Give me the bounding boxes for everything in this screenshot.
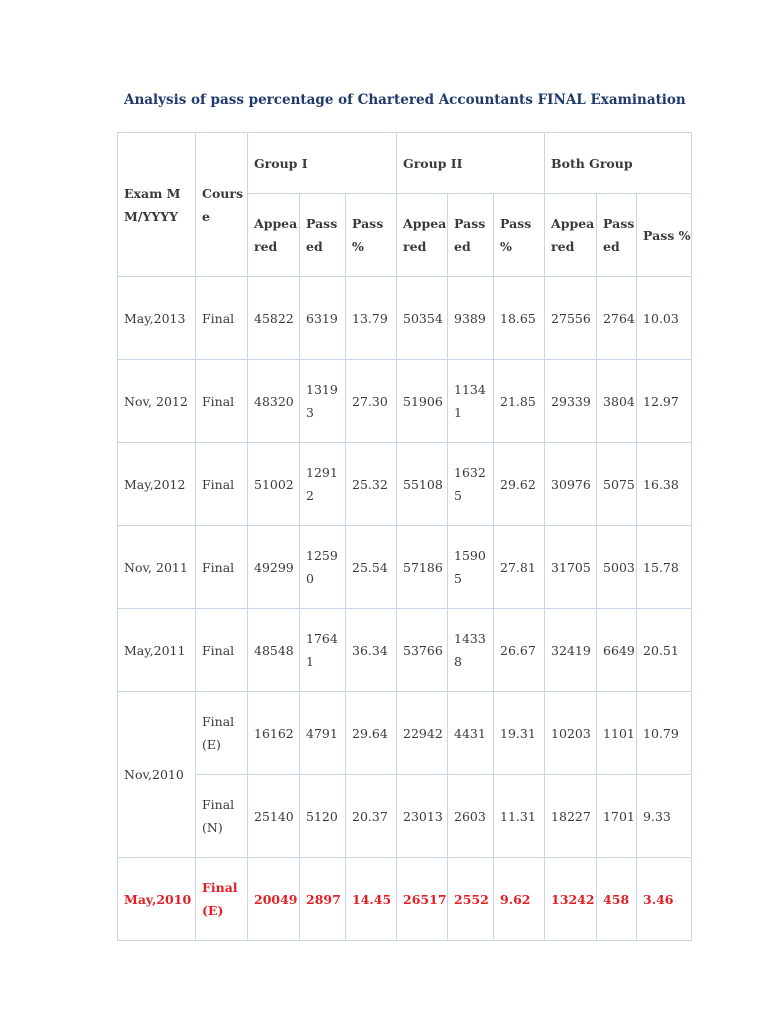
- table-row: [118, 609, 692, 692]
- value-cell: 22942: [397, 692, 448, 775]
- value-cell: 11341: [448, 360, 494, 443]
- exam-cell: Nov, 2012: [118, 360, 196, 443]
- subheader-pass-percent: Pass %: [494, 194, 545, 277]
- value-cell: 5003: [597, 526, 637, 609]
- subheader-passed: Passed: [597, 194, 637, 277]
- header-group-2: Group II: [397, 133, 545, 194]
- exam-cell: May,2013: [118, 277, 196, 360]
- value-cell: 12.97: [637, 360, 692, 443]
- subheader-passed: Passed: [300, 194, 346, 277]
- value-cell: 16.38: [637, 443, 692, 526]
- subheader-appeared: Appeared: [248, 194, 300, 277]
- value-cell: 36.34: [346, 609, 397, 692]
- value-cell: 18227: [545, 775, 597, 858]
- value-cell: 14338: [448, 609, 494, 692]
- value-cell: 17641: [300, 609, 346, 692]
- value-cell: 45822: [248, 277, 300, 360]
- header-both-group: Both Group: [545, 133, 692, 194]
- value-cell: 53766: [397, 609, 448, 692]
- value-cell: 458: [597, 858, 637, 941]
- value-cell: 12590: [300, 526, 346, 609]
- course-cell: Final: [196, 443, 248, 526]
- value-cell: 30976: [545, 443, 597, 526]
- value-cell: 11.31: [494, 775, 545, 858]
- value-cell: 16162: [248, 692, 300, 775]
- course-cell: Final (E): [196, 858, 248, 941]
- value-cell: 50354: [397, 277, 448, 360]
- value-cell: 1701: [597, 775, 637, 858]
- value-cell: 4431: [448, 692, 494, 775]
- value-cell: 20.51: [637, 609, 692, 692]
- subheader-appeared: Appeared: [545, 194, 597, 277]
- table-row: [118, 775, 692, 858]
- exam-cell: Nov, 2011: [118, 526, 196, 609]
- course-cell: Final: [196, 526, 248, 609]
- value-cell: 49299: [248, 526, 300, 609]
- header-row-groups: [118, 133, 692, 194]
- value-cell: 9.62: [494, 858, 545, 941]
- value-cell: 10203: [545, 692, 597, 775]
- value-cell: 6319: [300, 277, 346, 360]
- value-cell: 25140: [248, 775, 300, 858]
- subheader-passed: Passed: [448, 194, 494, 277]
- course-cell: Final: [196, 360, 248, 443]
- table-row-highlighted: [118, 858, 692, 941]
- header-exam: Exam MM/YYYY: [118, 133, 196, 277]
- value-cell: 27.30: [346, 360, 397, 443]
- value-cell: 6649: [597, 609, 637, 692]
- value-cell: 14.45: [346, 858, 397, 941]
- table-row: [118, 360, 692, 443]
- course-cell: Final (N): [196, 775, 248, 858]
- value-cell: 19.31: [494, 692, 545, 775]
- page-title: Analysis of pass percentage of Chartered Accountants FINAL Examination: [124, 92, 686, 108]
- value-cell: 9389: [448, 277, 494, 360]
- value-cell: 31705: [545, 526, 597, 609]
- course-cell: Final: [196, 277, 248, 360]
- subheader-pass-percent: Pass %: [637, 194, 692, 277]
- subheader-pass-percent: Pass %: [346, 194, 397, 277]
- value-cell: 2764: [597, 277, 637, 360]
- value-cell: 32419: [545, 609, 597, 692]
- value-cell: 9.33: [637, 775, 692, 858]
- header-course: Course: [196, 133, 248, 277]
- value-cell: 4791: [300, 692, 346, 775]
- value-cell: 10.03: [637, 277, 692, 360]
- value-cell: 55108: [397, 443, 448, 526]
- value-cell: 20.37: [346, 775, 397, 858]
- table-row: [118, 526, 692, 609]
- value-cell: 2603: [448, 775, 494, 858]
- value-cell: 3.46: [637, 858, 692, 941]
- value-cell: 29.64: [346, 692, 397, 775]
- pass-percentage-table: [117, 132, 692, 941]
- value-cell: 15905: [448, 526, 494, 609]
- exam-cell: Nov,2010: [118, 692, 196, 858]
- value-cell: 2552: [448, 858, 494, 941]
- value-cell: 51002: [248, 443, 300, 526]
- value-cell: 13193: [300, 360, 346, 443]
- value-cell: 3804: [597, 360, 637, 443]
- value-cell: 26.67: [494, 609, 545, 692]
- value-cell: 20049: [248, 858, 300, 941]
- table-row: [118, 443, 692, 526]
- value-cell: 27.81: [494, 526, 545, 609]
- value-cell: 16325: [448, 443, 494, 526]
- value-cell: 1101: [597, 692, 637, 775]
- header-group-1: Group I: [248, 133, 397, 194]
- table-row: [118, 692, 692, 775]
- value-cell: 29.62: [494, 443, 545, 526]
- exam-cell: May,2012: [118, 443, 196, 526]
- value-cell: 15.78: [637, 526, 692, 609]
- value-cell: 23013: [397, 775, 448, 858]
- value-cell: 12912: [300, 443, 346, 526]
- value-cell: 51906: [397, 360, 448, 443]
- value-cell: 2897: [300, 858, 346, 941]
- exam-cell: May,2010: [118, 858, 196, 941]
- value-cell: 13242: [545, 858, 597, 941]
- value-cell: 21.85: [494, 360, 545, 443]
- value-cell: 13.79: [346, 277, 397, 360]
- value-cell: 27556: [545, 277, 597, 360]
- value-cell: 48548: [248, 609, 300, 692]
- value-cell: 48320: [248, 360, 300, 443]
- value-cell: 25.32: [346, 443, 397, 526]
- value-cell: 57186: [397, 526, 448, 609]
- value-cell: 25.54: [346, 526, 397, 609]
- value-cell: 18.65: [494, 277, 545, 360]
- value-cell: 26517: [397, 858, 448, 941]
- value-cell: 5075: [597, 443, 637, 526]
- value-cell: 10.79: [637, 692, 692, 775]
- value-cell: 29339: [545, 360, 597, 443]
- value-cell: 5120: [300, 775, 346, 858]
- course-cell: Final (E): [196, 692, 248, 775]
- subheader-appeared: Appeared: [397, 194, 448, 277]
- course-cell: Final: [196, 609, 248, 692]
- table-row: [118, 277, 692, 360]
- exam-cell: May,2011: [118, 609, 196, 692]
